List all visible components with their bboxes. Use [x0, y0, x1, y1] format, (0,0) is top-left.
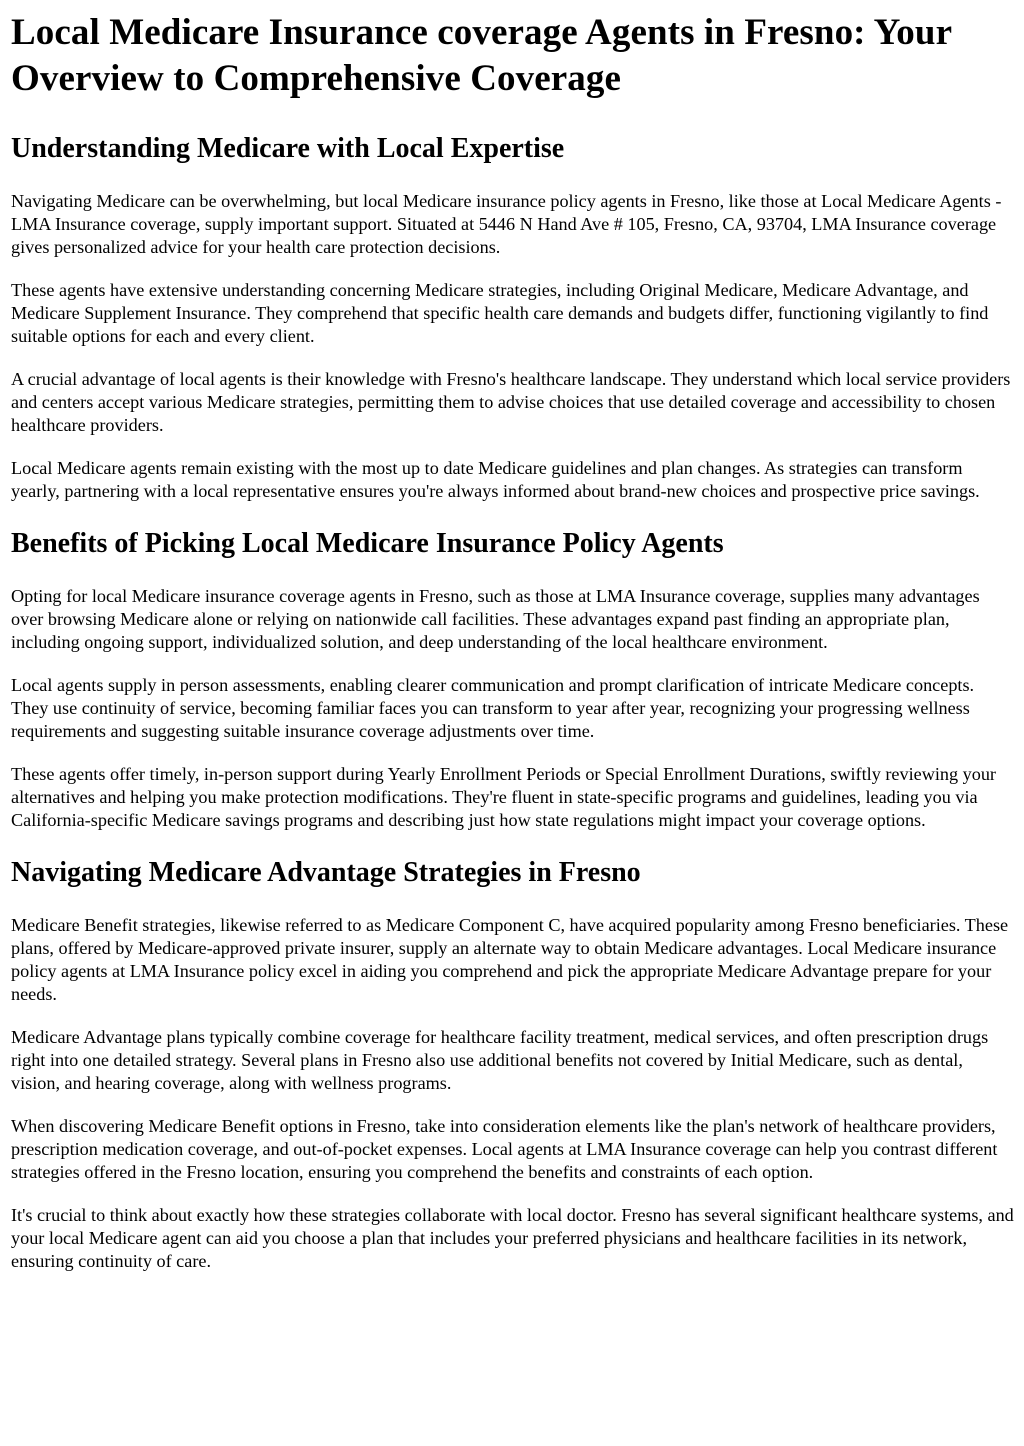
paragraph: It's crucial to think about exactly how these strategies collaborate with local doctor. Fresno has several significant healthcare systems, and your local Medicare agent can aid you choose a plan that includes your preferred physicians and healthcare facilities in its network, ensuring continuity of care.: [11, 1205, 1014, 1271]
paragraph: Navigating Medicare can be overwhelming, but local Medicare insurance policy agents in Fresno, like those at Local Medicare Agents - LMA Insurance coverage, supply important support. Situated at 5446 N Hand Ave # 105, Fresno, CA, 93704, LMA Insurance coverage gives personalized advice for your health care protection decisions.: [11, 191, 1002, 257]
paragraph: Local agents supply in person assessments, enabling clearer communication and prompt clarification of intricate Medicare concepts. They use continuity of service, becoming familiar faces you can transform to year after year, recognizing your progressing wellness requirements and suggesting suitable insurance coverage adjustments over time.: [11, 675, 975, 741]
paragraph: When discovering Medicare Benefit options in Fresno, take into consideration elements like the plan's network of healthcare providers, prescription medication coverage, and out-of-pocket expenses. Local agents at LMA Insurance coverage can help you contrast different strategies offered in the Fresno location, ensuring you comprehend the benefits and constraints of each option.: [11, 1116, 998, 1182]
paragraph: These agents have extensive understanding concerning Medicare strategies, including Original Medicare, Medicare Advantage, and Medicare Supplement Insurance. They comprehend that specific health care demands and budgets differ, functioning vigilantly to find suitable options for each and every client.: [11, 280, 989, 346]
section-medicare-advantage: [11, 856, 1014, 1273]
page-title: Local Medicare Insurance coverage Agents in Fresno: Your Overview to Comprehensive Coverage: [11, 12, 952, 99]
paragraph: These agents offer timely, in-person support during Yearly Enrollment Periods or Special Enrollment Durations, swiftly reviewing your alternatives and helping you make protection modifications. They're fluent in state-specific programs and guidelines, leading you via California-specific Medicare savings programs and describing just how state regulations might impact your coverage options.: [11, 764, 996, 830]
paragraph: Opting for local Medicare insurance coverage agents in Fresno, such as those at LMA Insurance coverage, supplies many advantages over browsing Medicare alone or relying on nationwide call facilities. These advantages expand past finding an appropriate plan, including ongoing support, individualized solution, and deep understanding of the local healthcare environment.: [11, 586, 980, 652]
section-benefits-local-agents: [11, 527, 1014, 832]
section-understanding-medicare: [11, 132, 1014, 503]
paragraph: Local Medicare agents remain existing with the most up to date Medicare guidelines and plan changes. As strategies can transform yearly, partnering with a local representative ensures you're always informed about brand-new choices and prospective price savings.: [11, 458, 980, 501]
section-heading: Understanding Medicare with Local Expertise: [11, 133, 565, 164]
section-heading: Navigating Medicare Advantage Strategies in Fresno: [11, 857, 641, 888]
section-heading: Benefits of Picking Local Medicare Insurance Policy Agents: [11, 528, 724, 559]
paragraph: Medicare Benefit strategies, likewise referred to as Medicare Component C, have acquired popularity among Fresno beneficiaries. These plans, offered by Medicare-approved private insurer, supply an alternate way to obtain Medicare advantages. Local Medicare insurance policy agents at LMA Insurance policy excel in aiding you comprehend and pick the appropriate Medicare Advantage prepare for your needs.: [11, 915, 1009, 1004]
paragraph: Medicare Advantage plans typically combine coverage for healthcare facility treatment, medical services, and often prescription drugs right into one detailed strategy. Several plans in Fresno also use additional benefits not covered by Initial Medicare, such as dental, vision, and hearing coverage, along with wellness programs.: [11, 1027, 989, 1093]
paragraph: A crucial advantage of local agents is their knowledge with Fresno's healthcare landscape. They understand which local service providers and centers accept various Medicare strategies, permitting them to advise choices that use detailed coverage and accessibility to chosen healthcare providers.: [11, 369, 1011, 435]
